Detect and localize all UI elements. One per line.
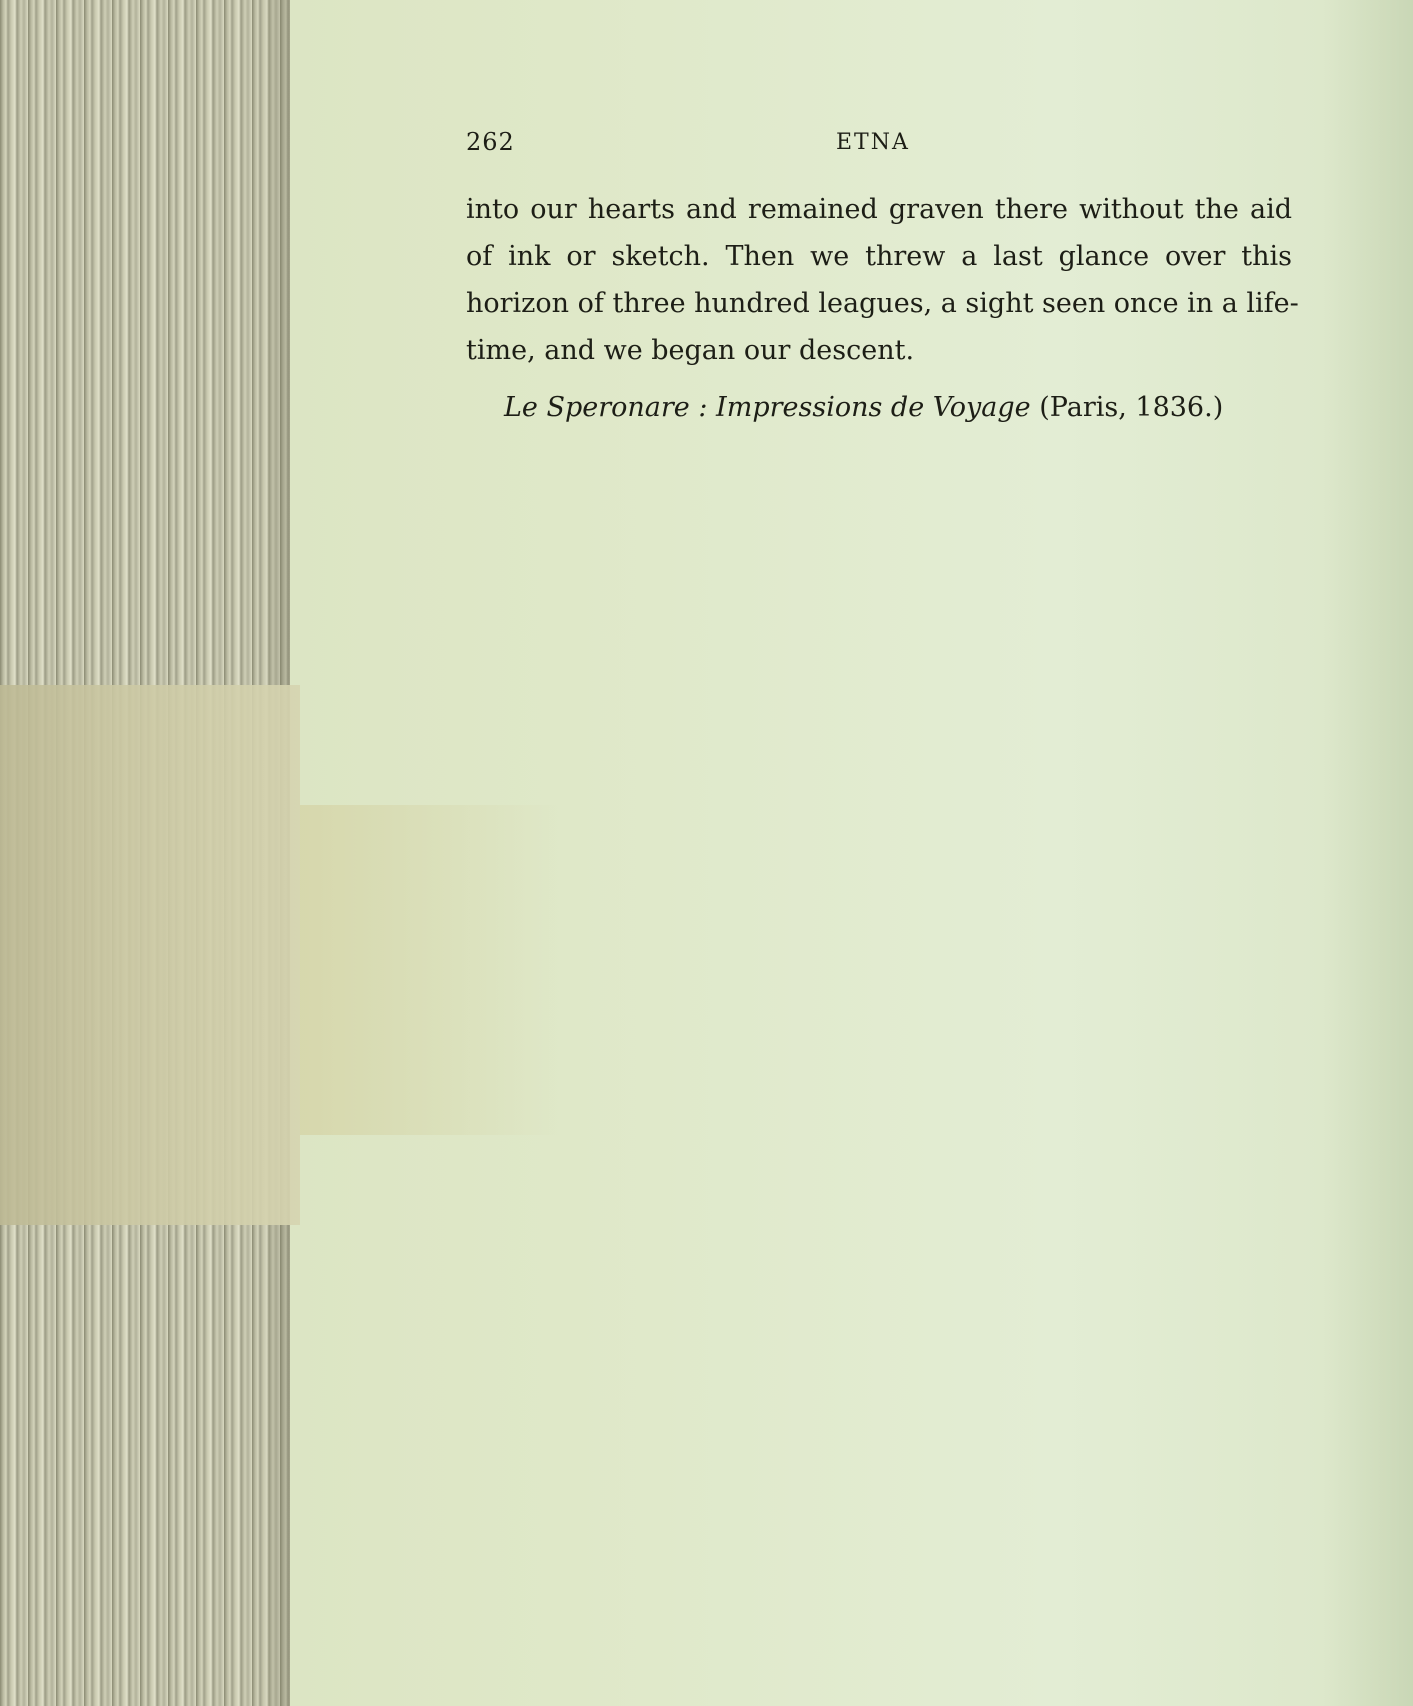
body-line: of ink or sketch. Then we threw a last glance over this	[466, 241, 1292, 272]
right-edge-shade	[1323, 0, 1413, 1706]
running-head	[466, 118, 1292, 158]
running-head-title: ETNA	[836, 130, 910, 155]
page-text-block	[466, 118, 1299, 431]
page-number: 262	[466, 128, 515, 156]
body-line: into our hearts and remained graven there without the aid	[466, 194, 1292, 225]
body-paragraph	[466, 186, 1299, 374]
citation-work-title: Le Speronare : Impressions de Voyage	[504, 392, 1031, 423]
body-line: horizon of three hundred leagues, a sight seen once in a life-	[466, 288, 1299, 319]
citation-details: (Paris, 1836.)	[1039, 392, 1224, 423]
page-edge-blur-spill	[300, 805, 560, 1135]
source-citation	[466, 384, 1292, 431]
page-edge-blur	[0, 685, 300, 1225]
body-line: time, and we began our descent.	[466, 335, 915, 366]
